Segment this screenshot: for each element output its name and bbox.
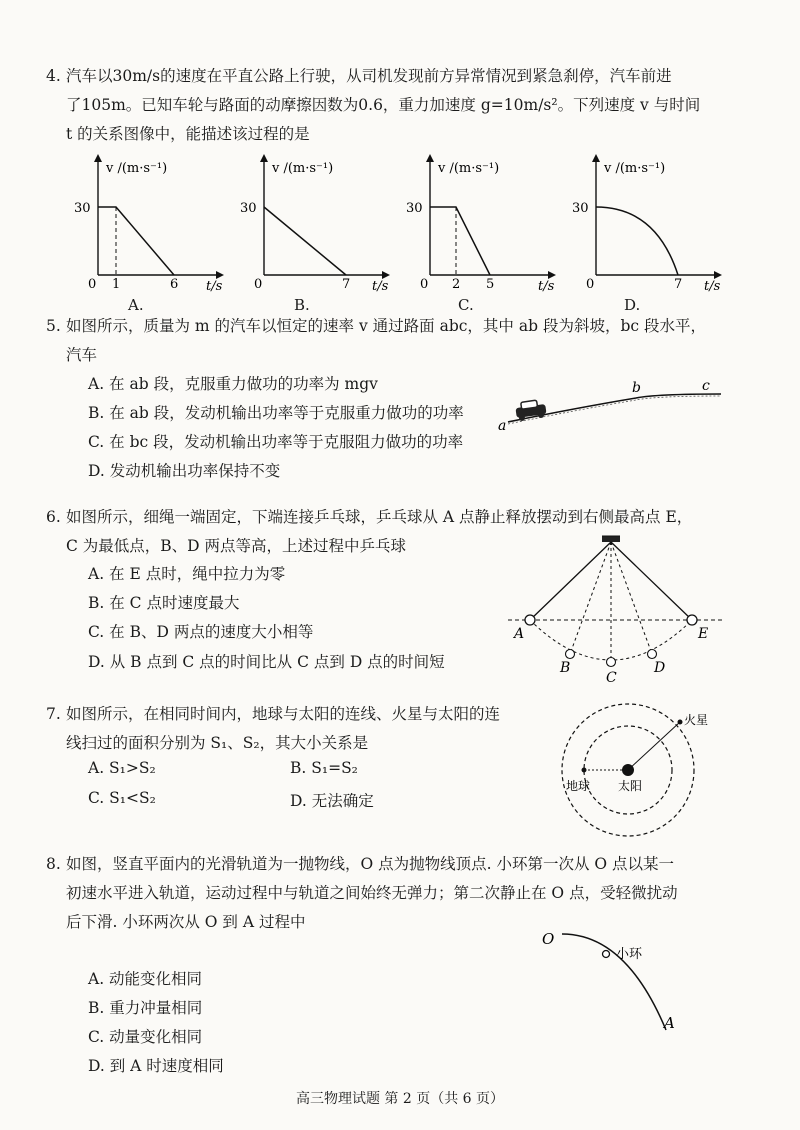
ball-e xyxy=(687,615,697,625)
question-text-line: 线扫过的面积分别为 S₁、S₂，其大小关系是 xyxy=(66,734,369,752)
fig-label-D: D xyxy=(654,660,666,676)
q7-option-d[interactable]: D. 无法确定 xyxy=(290,792,374,810)
fig-label-B: B xyxy=(560,660,571,676)
q5-option-a[interactable]: A. 在 ab 段，克服重力做功的功率为 mgv xyxy=(88,375,378,393)
graph-x-axis-label: t/s xyxy=(704,279,721,294)
graph-y-axis-label: v /(m·s⁻¹) xyxy=(106,161,168,176)
graph-y-tick-30: 30 xyxy=(406,201,423,216)
graph-c xyxy=(400,150,560,294)
road-figure xyxy=(496,378,736,442)
question-text-line: 如图，竖直平面内的光滑轨道为一抛物线，O 点为抛物线顶点. 小环第一次从 O 点以某一 xyxy=(66,855,675,873)
graph-x-tick: 1 xyxy=(112,277,121,292)
graph-x-axis-label: t/s xyxy=(538,279,555,294)
question-number: 5. xyxy=(46,317,61,335)
q6-option-a[interactable]: A. 在 E 点时，绳中拉力为零 xyxy=(88,565,286,583)
q7-option-b[interactable]: B. S₁=S₂ xyxy=(290,759,358,777)
fig-label-a: a xyxy=(498,418,507,434)
pendulum-svg xyxy=(506,530,736,690)
q8-option-a[interactable]: A. 动能变化相同 xyxy=(88,970,203,988)
graph-origin: 0 xyxy=(586,277,595,292)
q5-option-b[interactable]: B. 在 ab 段，发动机输出功率等于克服重力做功的功率 xyxy=(88,404,464,422)
question-text-line: 汽车以30m/s的速度在平直公路上行驶，从司机发现前方异常情况到紧急刹停，汽车前进 xyxy=(66,67,672,85)
road-svg xyxy=(496,378,736,438)
ball-d xyxy=(648,650,657,659)
fig-label-E: E xyxy=(698,626,709,642)
ball-b xyxy=(566,650,575,659)
option-b-label[interactable]: B. xyxy=(294,296,310,314)
fig-label-C: C xyxy=(606,670,617,686)
ring-icon xyxy=(603,951,610,958)
graph-b xyxy=(234,150,394,294)
orbit-figure xyxy=(556,700,709,844)
parabola-figure xyxy=(536,920,686,1044)
vt-graph-c xyxy=(400,150,560,294)
q5-option-c[interactable]: C. 在 bc 段，发动机输出功率等于克服阻力做功的功率 xyxy=(88,433,464,451)
question-text-line: 后下滑. 小环两次从 O 到 A 过程中 xyxy=(66,913,306,931)
q8-option-d[interactable]: D. 到 A 时速度相同 xyxy=(88,1057,224,1075)
option-a-label[interactable]: A. xyxy=(128,296,144,314)
question-5 xyxy=(46,312,746,370)
page-footer: 高三物理试题 第 2 页（共 6 页） xyxy=(295,1091,505,1107)
question-4 xyxy=(46,62,746,149)
fig-label-mars: 火星 xyxy=(684,713,709,727)
graph-x-axis-label: t/s xyxy=(372,279,389,294)
fig-label-O: O xyxy=(542,930,555,948)
fig-label-A: A xyxy=(664,1014,675,1032)
graph-y-tick-30: 30 xyxy=(74,201,91,216)
question-text-line: 如图所示，细绳一端固定，下端连接乒乓球，乒乓球从 A 点静止释放摆动到右侧最高点 E， xyxy=(66,508,693,526)
fig-label-A: A xyxy=(514,626,525,642)
question-text-line: 如图所示，在相同时间内，地球与太阳的连线、火星与太阳的连 xyxy=(66,705,501,723)
graph-y-axis-label: v /(m·s⁻¹) xyxy=(604,161,666,176)
graph-x-tick: 7 xyxy=(342,277,351,292)
vt-graph-d xyxy=(566,150,726,294)
graph-origin: 0 xyxy=(88,277,97,292)
graph-y-axis-label: v /(m·s⁻¹) xyxy=(272,161,334,176)
graph-x-tick: 5 xyxy=(486,277,495,292)
ball-a xyxy=(525,615,535,625)
ball-c xyxy=(607,658,616,667)
q5-option-d[interactable]: D. 发动机输出功率保持不变 xyxy=(88,462,281,480)
vt-graph-a xyxy=(68,150,228,294)
graph-x-tick: 7 xyxy=(674,277,683,292)
question-text-line: t 的关系图像中，能描述该过程的是 xyxy=(66,125,310,143)
question-text-line: C 为最低点，B、D 两点等高，上述过程中乒乓球 xyxy=(66,537,407,555)
question-number: 7. xyxy=(46,705,61,723)
question-number: 8. xyxy=(46,855,61,873)
q7-option-a[interactable]: A. S₁>S₂ xyxy=(88,759,156,777)
graph-y-tick-30: 30 xyxy=(240,201,257,216)
question-number: 4. xyxy=(46,67,61,85)
question-text-line: 汽车 xyxy=(66,346,98,364)
question-number: 6. xyxy=(46,508,61,526)
fig-label-b: b xyxy=(632,380,641,396)
q6-option-d[interactable]: D. 从 B 点到 C 点的时间比从 C 点到 D 点的时间短 xyxy=(88,653,445,671)
fig-label-earth: 地球 xyxy=(566,779,591,793)
q6-option-c[interactable]: C. 在 B、D 两点的速度大小相等 xyxy=(88,623,314,641)
vt-graph-b xyxy=(234,150,394,294)
question-text-line: 如图所示，质量为 m 的汽车以恒定的速率 v 通过路面 abc，其中 ab 段为斜坡，bc 段水平， xyxy=(66,317,706,335)
graph-y-axis-label: v /(m·s⁻¹) xyxy=(438,161,500,176)
graph-x-tick: 2 xyxy=(452,277,461,292)
q7-option-c[interactable]: C. S₁<S₂ xyxy=(88,789,156,807)
orbit-svg xyxy=(556,700,709,840)
graph-y-tick-30: 30 xyxy=(572,201,589,216)
question-text-line: 了105m。已知车轮与路面的动摩擦因数为0.6，重力加速度 g=10m/s²。下列速度 v 与时间 xyxy=(66,96,701,114)
graph-x-axis-label: t/s xyxy=(206,279,223,294)
option-d-label[interactable]: D. xyxy=(624,296,641,314)
graph-a xyxy=(68,150,228,294)
fig-label-c: c xyxy=(702,378,710,394)
pendulum-figure xyxy=(506,530,736,694)
graph-d xyxy=(566,150,726,294)
fig-label-sun: 太阳 xyxy=(618,779,643,793)
graph-origin: 0 xyxy=(420,277,429,292)
parabola-svg xyxy=(536,920,686,1040)
q8-option-b[interactable]: B. 重力冲量相同 xyxy=(88,999,203,1017)
q8-option-c[interactable]: C. 动量变化相同 xyxy=(88,1028,203,1046)
option-c-label[interactable]: C. xyxy=(458,296,474,314)
question-text-line: 初速水平进入轨道，运动过程中与轨道之间始终无弹力；第二次静止在 O 点，受轻微扰动 xyxy=(66,884,678,902)
graph-origin: 0 xyxy=(254,277,263,292)
fig-label-ring: 小环 xyxy=(616,947,643,962)
q6-option-b[interactable]: B. 在 C 点时速度最大 xyxy=(88,594,240,612)
graph-x-tick: 6 xyxy=(170,277,179,292)
